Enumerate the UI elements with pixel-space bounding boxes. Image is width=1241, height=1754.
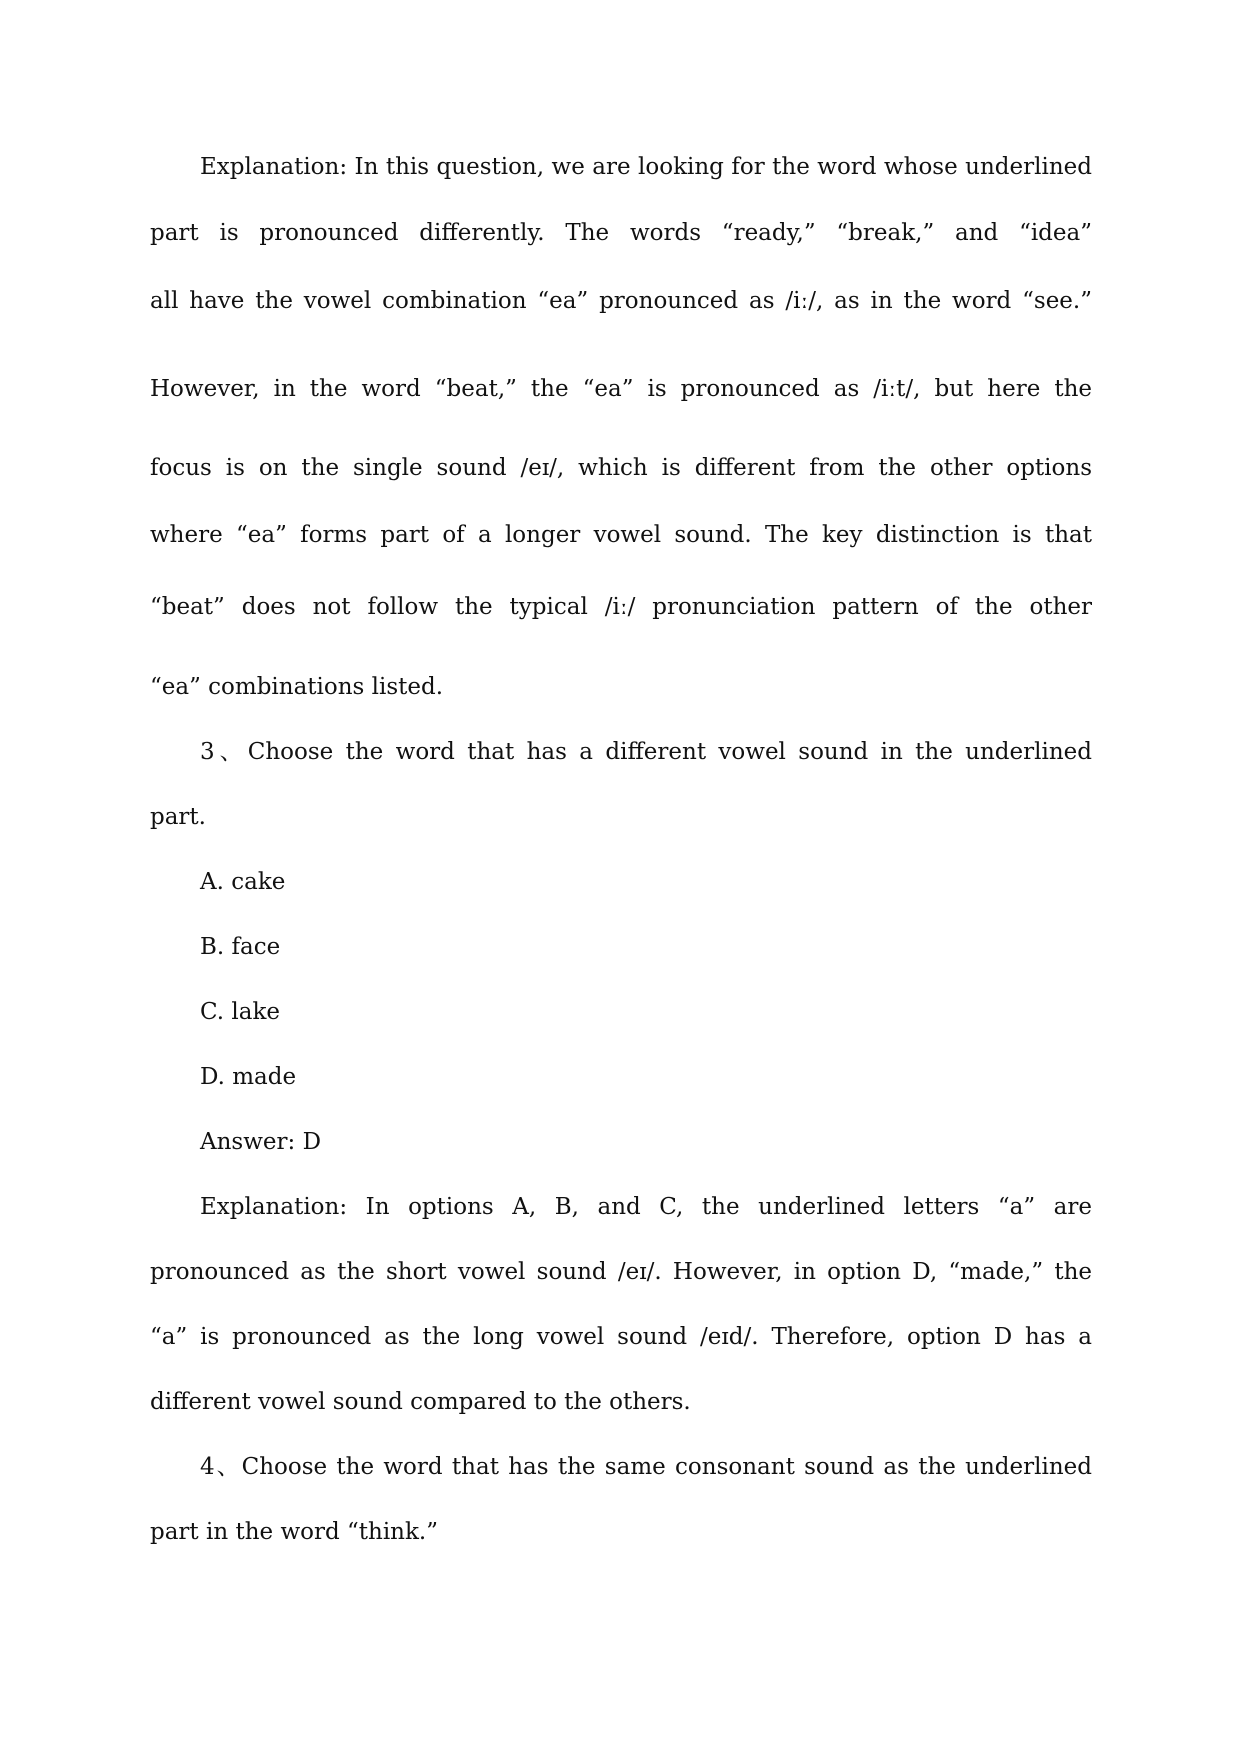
question-3-option-c: C. lake [200,999,281,1025]
question-3-answer: Answer: D [200,1129,322,1155]
explanation-2-line-2: part is pronounced differently. The words “ready,” “break,” and “idea” [150,220,1092,246]
explanation-2-line-5: focus is on the single sound /eɪ/, which is different from the other options [150,455,1092,481]
question-3-option-a: A. cake [200,869,286,895]
explanation-3-line-4: different vowel sound compared to the others. [150,1389,691,1415]
question-3-option-b: B. face [200,934,281,960]
explanation-2-line-3: all have the vowel combination “ea” pronounced as /iː/, as in the word “see.” [150,288,1092,314]
explanation-2-line-7: “beat” does not follow the typical /iː/ pronunciation pattern of the other [150,594,1092,620]
explanation-3-line-1: Explanation: In options A, B, and C, the underlined letters “a” are [200,1194,1092,1220]
explanation-2-line-6: where “ea” forms part of a longer vowel sound. The key distinction is that [150,522,1092,548]
question-4-line-2: part in the word “think.” [150,1519,438,1545]
explanation-3-line-2: pronounced as the short vowel sound /eɪ/. However, in option D, “made,” the [150,1259,1092,1285]
question-3-line-1: 3、Choose the word that has a different vowel sound in the underlined [200,739,1092,765]
explanation-2-line-1: Explanation: In this question, we are looking for the word whose underlined [200,154,1092,180]
question-4-line-1: 4、Choose the word that has the same consonant sound as the underlined [200,1454,1092,1480]
question-3-option-d: D. made [200,1064,297,1090]
explanation-3-line-3: “a” is pronounced as the long vowel sound /eɪd/. Therefore, option D has a [150,1324,1092,1350]
question-3-line-2: part. [150,804,206,830]
explanation-2-line-8: “ea” combinations listed. [150,674,444,700]
explanation-2-line-4: However, in the word “beat,” the “ea” is pronounced as /iːt/, but here the [150,376,1092,402]
